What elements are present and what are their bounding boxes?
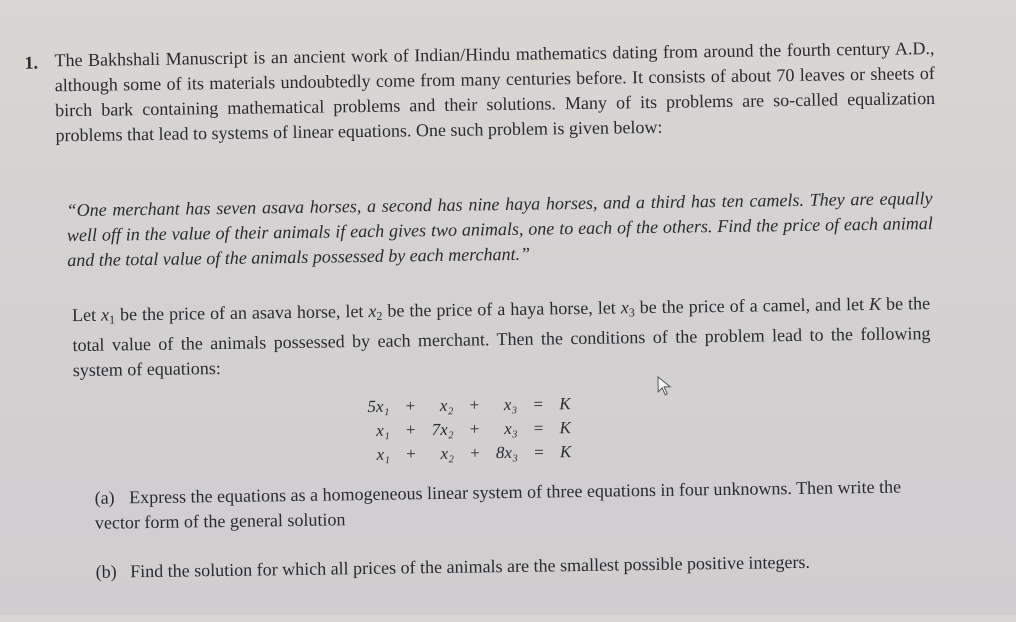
eq-equals: =: [533, 418, 544, 438]
problem-intro: The Bakhshali Manuscript is an ancient work of Indian/Hindu mathematics dating from around the fourth century A.D., although some of its materials undoubtedly come from many centuries before. It consists of about 70 leaves or sheets of birch bark containing mathematical problems and their solutions. Many of its problems are so-called equalization problems that lead to systems of linear equations. One such problem is given below:: [54, 38, 936, 146]
eq-term: x₃: [503, 394, 518, 415]
mouse-pointer-icon: [657, 376, 673, 396]
eq-op: +: [405, 420, 416, 440]
part-b-text: Find the solution for which all prices of the animals are the smallest possible positive integers.: [130, 551, 811, 582]
eq-term: 5x₁: [367, 396, 390, 416]
setup-let: Let: [71, 304, 97, 326]
eq-op: +: [406, 444, 416, 464]
eq-op: +: [470, 443, 480, 463]
eq-op: +: [469, 419, 480, 439]
var-x2: $x_2$: [368, 300, 383, 323]
part-a: [94, 474, 925, 536]
problem-number: 1.: [24, 52, 39, 73]
eq-term: 7x₂: [431, 419, 454, 440]
equation-row: [361, 392, 577, 419]
problem-setup: [72, 291, 931, 383]
var-x1: $x_1$: [100, 304, 116, 327]
part-b: [95, 548, 925, 585]
setup-K-text: be the total value of the animals possessed by each merchant. Then the conditions of the problem lead to the following system of equations:: [72, 293, 931, 381]
eq-term: x₂: [440, 443, 455, 463]
part-a-text: Express the equations as a homogeneous linear system of three equations in four unknowns. Then write the vector form of the general solution: [94, 476, 902, 533]
eq-term: x₃: [503, 418, 518, 439]
equation-row: [362, 416, 578, 443]
problem-quote: “One merchant has seven asava horses, a second has nine haya horses, and a third has ten camels. They are equally well off in the value of their animals if each gives two animals, one to each of the others. Find the price of each animal and the total value of the animals possessed by each merchant.”: [66, 188, 934, 271]
setup-x1-text: be the price of an asava horse, let: [119, 301, 364, 325]
eq-rhs: K: [559, 442, 572, 462]
setup-x2-text: be the price of a haya horse, let: [387, 297, 616, 321]
equation-system: [361, 392, 577, 467]
eq-term: x₂: [439, 395, 454, 415]
eq-term: x₁: [376, 420, 390, 440]
part-a-label: (a): [94, 487, 115, 508]
equation-row: [362, 440, 578, 467]
eq-rhs: K: [559, 418, 572, 438]
eq-op: +: [469, 395, 480, 415]
eq-equals: =: [533, 442, 544, 462]
eq-op: +: [405, 396, 416, 416]
var-K: K: [868, 293, 882, 314]
eq-term: 8x₃: [495, 442, 519, 463]
setup-x3-text: be the price of a camel, and let: [639, 294, 865, 318]
eq-rhs: K: [559, 394, 571, 414]
part-b-label: (b): [95, 561, 117, 582]
eq-term: x₁: [376, 444, 391, 464]
var-x3: $x_3$: [620, 297, 635, 320]
eq-equals: =: [533, 394, 544, 414]
